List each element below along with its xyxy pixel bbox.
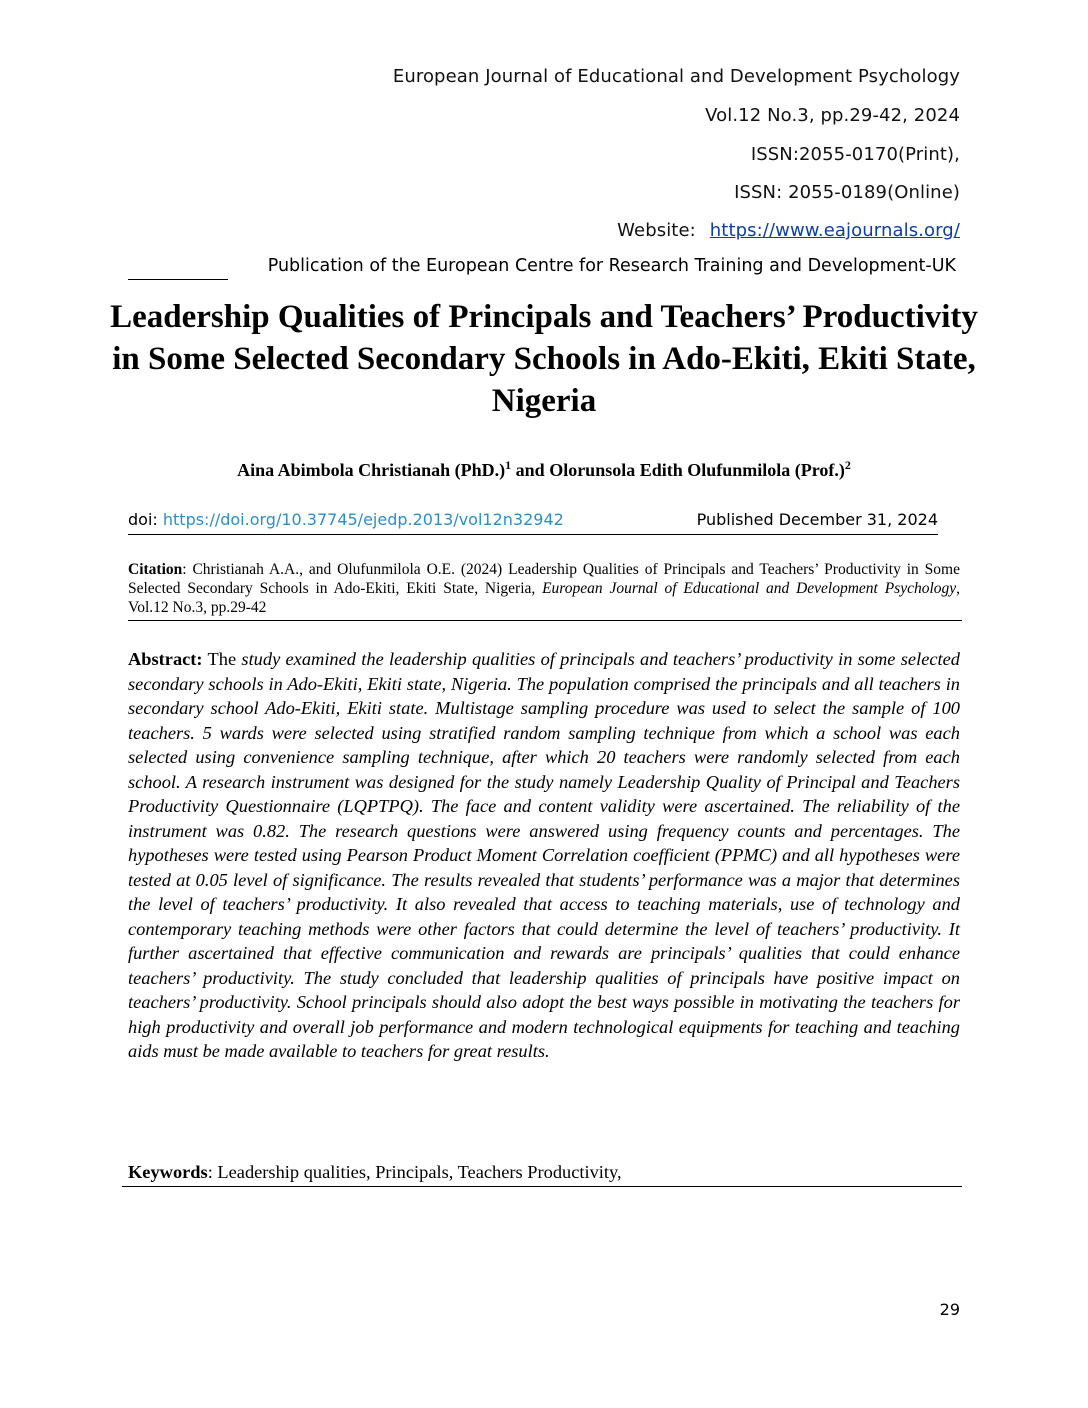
authors-line	[80, 458, 1008, 481]
publisher-rule	[128, 279, 228, 280]
keywords-label: Keywords	[128, 1162, 208, 1182]
abstract-body-2: . The population comprised the principals and all teachers in secondary school Ado-Ekiti, Ekiti state. Multistage sampling procedure was used to select the sample of 100 teachers. 5 wards were selected using stratified random sampling technique from which a school was each selected using convenience sampling technique, after which 20 teachers were randomly selected from each school. A research instrument was designed for the study namely Leadership Quality of Principal and Teachers Productivity Questionnaire (LQPTPQ). The face and content validity were ascertained. The reliability of the instrument was 0.82. The research questions were answered using frequency counts and percentages. The hypotheses were tested using Pearson Product Moment Correlation coefficient (PPMC) and all hypotheses were tested at 0.05 level of significance. The results revealed that students’ performance was a major that determines the level of teachers’ productivity. It also revealed that access to teaching materials, use of technology and contemporary teaching methods were other factors that could determine the level of teachers’ productivity. It further ascertained that effective communication and rewards are principals’ qualities that could enhance teachers’ productivity. The study concluded that leadership qualities of principals have positive impact on teachers’ productivity. School principals should also adopt the best ways possible in motivating the teachers for high productivity and overall job performance and modern technological equipments for teaching and teaching aids must be made available to teachers for great results.	[128, 673, 960, 1061]
citation-block	[128, 560, 960, 617]
citation-rule	[128, 620, 962, 621]
keywords-rule	[122, 1186, 962, 1187]
abstract-intro: The	[202, 649, 242, 669]
volume-info: Vol.12 No.3, pp.29-42, 2024	[705, 105, 960, 126]
journal-name: European Journal of Educational and Development Psychology	[392, 66, 960, 87]
publisher-text: Publication of the European Centre for Research Training and Development-UK	[267, 256, 956, 276]
keywords-text: : Leadership qualities, Principals, Teachers Productivity,	[207, 1162, 622, 1182]
published-date: Published December 31, 2024	[696, 510, 938, 529]
authors-connector: and	[511, 460, 550, 480]
author-2-affiliation: 2	[844, 458, 851, 472]
doi-rule	[128, 534, 938, 535]
keywords-line	[128, 1162, 960, 1183]
website-label: Website:	[617, 220, 696, 241]
doi-link[interactable]: https://doi.org/10.37745/ejedp.2013/vol12n32942	[162, 510, 564, 529]
author-2: Olorunsola Edith Olufunmilola (Prof.)	[549, 460, 845, 480]
website-line	[617, 220, 960, 241]
website-link[interactable]: https://www.eajournals.org/	[709, 220, 960, 241]
issn-online: ISSN: 2055-0189(Online)	[734, 182, 960, 203]
citation-suffix: , Vol.12 No.3, pp.29-42	[128, 580, 961, 616]
abstract-block	[128, 647, 960, 1064]
paper-title: Leadership Qualities of Principals and Teachers’ Productivity in Some Selected Secondary Schools in Ado-Ekiti, Ekiti State, Nigeria	[110, 299, 978, 419]
issn-print: ISSN:2055-0170(Print),	[750, 144, 960, 165]
citation-label: Citation	[128, 561, 183, 578]
publisher-line	[128, 256, 960, 276]
author-1: Aina Abimbola Christianah (PhD.)	[237, 460, 506, 480]
doi-label: doi:	[128, 510, 163, 529]
author-1-affiliation: 1	[505, 458, 512, 472]
doi-row	[128, 510, 938, 529]
abstract-label: Abstract:	[128, 649, 203, 669]
citation-journal: European Journal of Educational and Development Psychology	[542, 580, 957, 597]
abstract-body-1: study examined the leadership qualities of principals and teachers’ productivity in some selected secondary schools in Ado-Ekiti, Ekiti state, Nigeria	[128, 649, 960, 694]
citation-text: : Christianah A.A., and Olufunmilola O.E. (2024) Leadership Qualities of Principals and Teachers’ Productivity in Some Selected Secondary Schools in Ado-Ekiti, Ekiti State, Nigeria,	[128, 561, 960, 597]
page-number: 29	[939, 1300, 960, 1319]
